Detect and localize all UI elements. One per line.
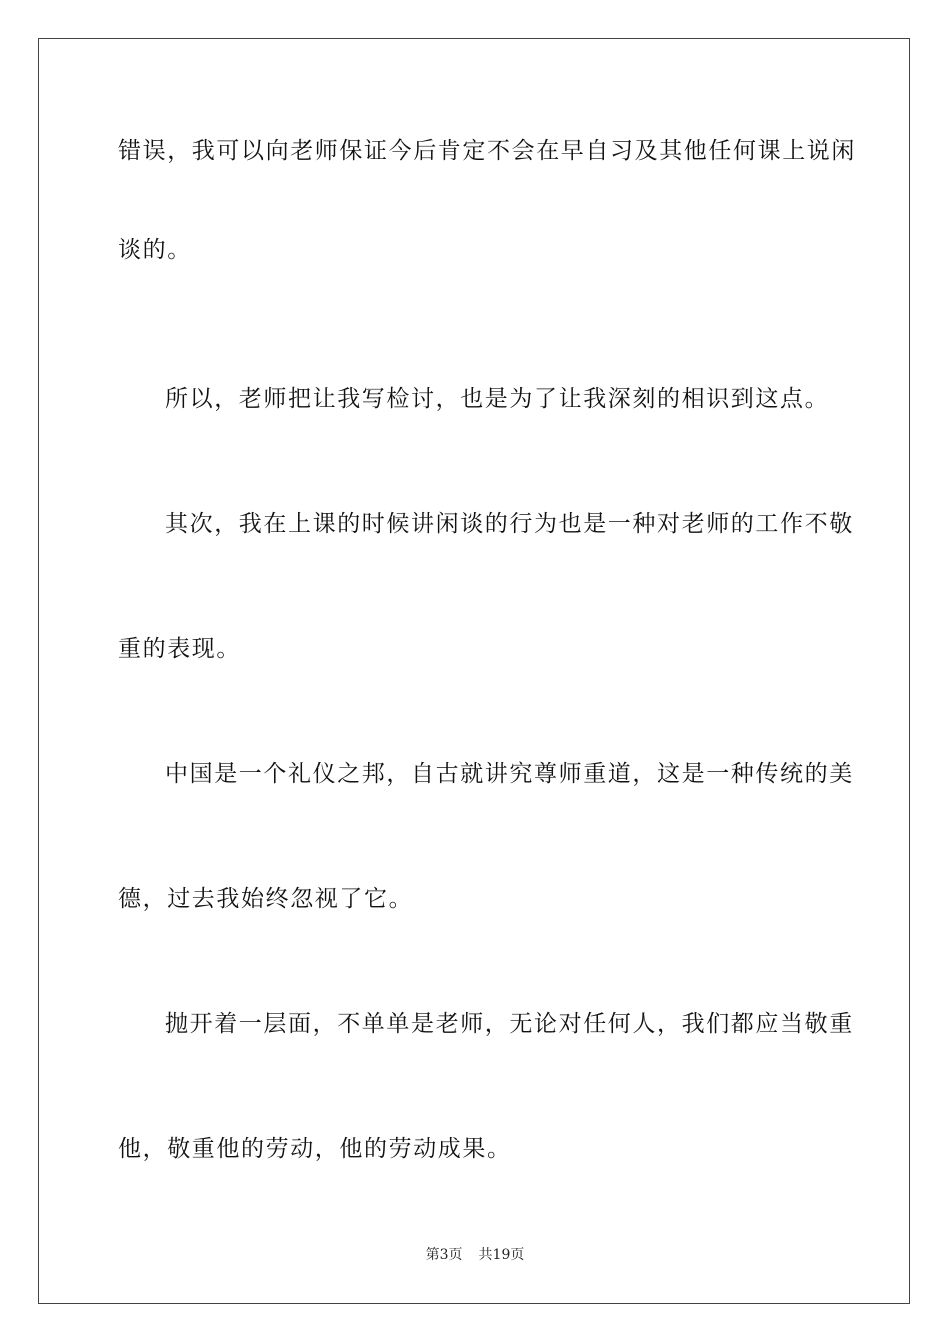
text-line-5: 重的表现。 (118, 636, 241, 662)
page-border (38, 38, 910, 1304)
text-line-8: 抛开着一层面，不单单是老师，无论对任何人，我们都应当敬重 (165, 1011, 854, 1037)
text-line-6: 中国是一个礼仪之邦，自古就讲究尊师重道，这是一种传统的美 (165, 761, 854, 787)
page-number: 第3页 (425, 1247, 463, 1263)
page-footer (0, 1246, 950, 1264)
text-line-1: 错误，我可以向老师保证今后肯定不会在早自习及其他任何课上说闲 (118, 138, 856, 164)
text-line-2: 谈的。 (118, 237, 192, 263)
page-total: 共19页 (478, 1247, 525, 1263)
text-line-7: 德，过去我始终忽视了它。 (118, 886, 414, 912)
text-line-3: 所以，老师把让我写检讨，也是为了让我深刻的相识到这点。 (165, 386, 830, 412)
text-line-9: 他，敬重他的劳动，他的劳动成果。 (118, 1136, 512, 1162)
text-line-4: 其次，我在上课的时候讲闲谈的行为也是一种对老师的工作不敬 (165, 511, 854, 537)
